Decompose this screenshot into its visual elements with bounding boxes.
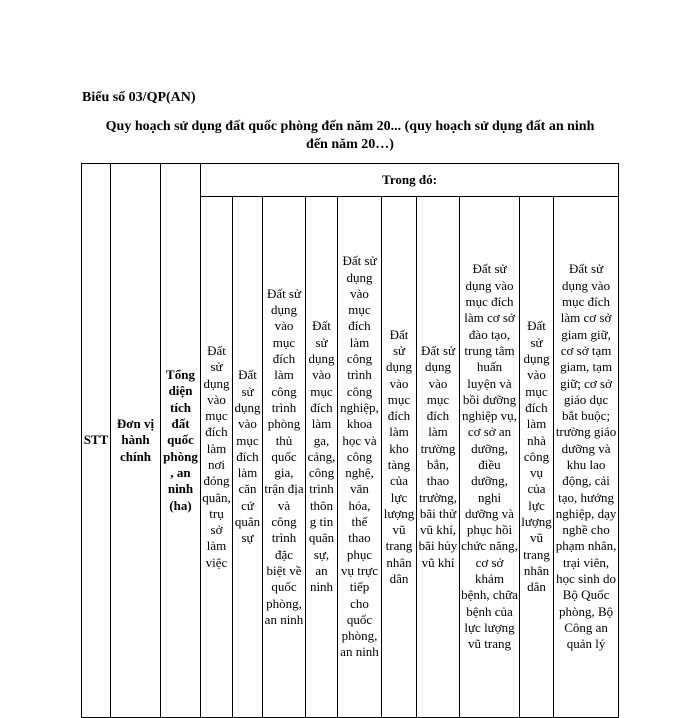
land-use-table <box>81 163 619 718</box>
form-code: Biểu số 03/QP(AN) <box>82 90 196 105</box>
title-line-2: đến năm 20…) <box>306 137 394 152</box>
header-total-area: Tổng diện tích đất quốc phòng, an ninh (ha) <box>161 164 201 718</box>
header-sub-col-1: Đất sử dụng vào mục đích làm nơi đóng quân, trụ sở làm việc <box>201 197 233 718</box>
document-title <box>82 118 618 154</box>
header-row-1 <box>82 164 619 197</box>
header-sub-col-10: Đất sử dụng vào mục đích làm cơ sở giam giữ, cơ sở tạm giam, tạm giữ; cơ sở giáo dục bắt buộc; trường giáo dưỡng và khu lao động, cải tạo, hướng nghiệp, dạy nghề cho phạm nhân, trại viên, học sinh do Bộ Quốc phòng, Bộ Công an quản lý <box>554 197 619 718</box>
header-sub-col-5: Đất sử dụng vào mục đích làm công trình công nghiệp, khoa học và công nghệ, văn hóa, thể thao phục vụ trực tiếp cho quốc phòng, an ninh <box>338 197 382 718</box>
header-sub-col-7: Đất sử dụng vào mục đích làm trường bắn, thao trường, bãi thử vũ khí, bãi hủy vũ khí <box>417 197 460 718</box>
header-sub-col-2: Đất sử dụng vào mục đích làm căn cứ quân sự <box>233 197 263 718</box>
header-sub-col-6: Đất sử dụng vào mục đích làm kho tàng của lực lượng vũ trang nhân dân <box>382 197 417 718</box>
title-line-1: Quy hoạch sử dụng đất quốc phòng đến năm 20... (quy hoạch sử dụng đất an ninh <box>105 119 595 134</box>
header-group-of-which: Trong đó: <box>201 164 619 197</box>
header-sub-col-3: Đất sử dụng vào mục đích làm công trình phòng thủ quốc gia, trận địa và công trình đặc biệt về quốc phòng, an ninh <box>263 197 306 718</box>
header-sub-col-4: Đất sử dụng vào mục đích làm ga, cảng, công trình thông tin quân sự, an ninh <box>306 197 338 718</box>
header-admin-unit: Đơn vị hành chính <box>111 164 161 718</box>
header-sub-col-8: Đất sử dụng vào mục đích làm cơ sở đào tạo, trung tâm huấn luyện và bồi dưỡng nghiệp vụ, cơ sở an dưỡng, điều dưỡng, nghỉ dưỡng và phục hồi chức năng, cơ sở khám bệnh, chữa bệnh của lực lượng vũ trang <box>460 197 520 718</box>
header-stt: STT <box>82 164 111 718</box>
header-sub-col-9: Đất sử dụng vào mục đích làm nhà công vụ của lực lượng vũ trang nhân dân <box>520 197 554 718</box>
